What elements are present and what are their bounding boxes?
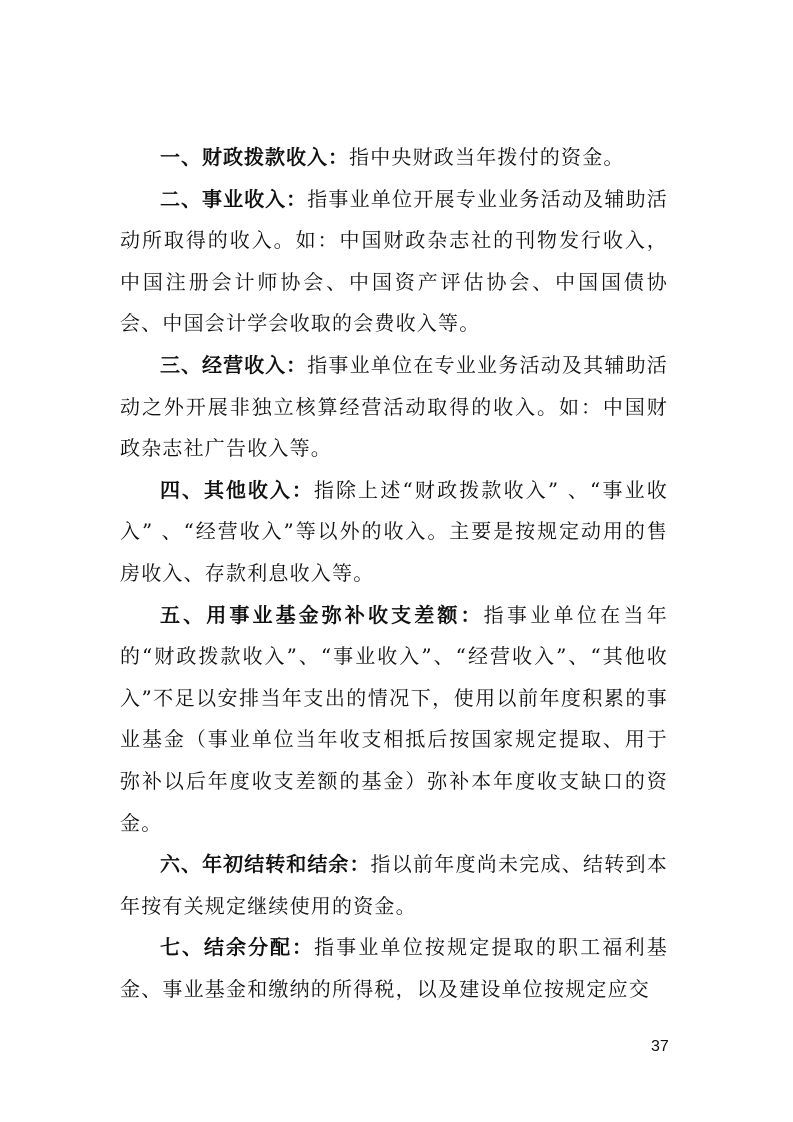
term-definition: 指事业单位在专业业务活动及其辅助活动之外开展非独立核算经营活动取得的收入。如：中国财政杂志社广告收入等。 [120,352,669,461]
term-definition: 指事业单位在当年的“财政拨款收入”、“事业收入”、“经营收入”、“其他收入”不足以安排当年支出的情况下，使用以前年度积累的事业基金（事业单位当年收支相抵后按国家规定提取、用于弥补以后年度收支差额的基金）弥补本年度收支缺口的资金。 [120,602,668,835]
paragraph-carryover-balance [120,844,668,927]
paragraph-other-income [120,470,668,595]
page-number: 37 [651,1038,669,1055]
term-label: 七、结余分配： [160,935,314,960]
paragraph-business-income [120,179,668,345]
paragraph-fiscal-appropriation [120,137,668,179]
term-label: 六、年初结转和结余： [160,852,371,877]
term-label: 三、经营收入： [160,352,308,377]
document-body [120,137,668,1010]
term-definition: 指以前年度尚未完成、结转到本年按有关规定继续使用的资金。 [120,852,669,918]
term-label: 四、其他收入： [160,477,314,502]
paragraph-fund-offset [120,595,668,845]
term-label: 一、财政拨款收入： [160,145,349,169]
term-definition: 指除上述“财政拨款收入” 、“事业收入” 、“经营收入”等以外的收入。主要是按规定动用的售房收入、存款利息收入等。 [120,477,668,585]
term-definition: 指事业单位开展专业业务活动及辅助活动所取得的收入。如：中国财政杂志社的刊物发行收入，中国注册会计师协会、中国资产评估协会、中国国债协会、中国会计学会收取的会费收入等。 [120,186,669,336]
paragraph-surplus-distribution [120,927,668,1010]
term-label: 二、事业收入： [160,186,308,211]
term-definition: 指事业单位按规定提取的职工福利基金、事业基金和缴纳的所得税，以及建设单位按规定应交 [120,935,668,1001]
paragraph-operating-income [120,345,668,470]
term-label: 五、用事业基金弥补收支差额： [160,602,484,627]
term-definition: 指中央财政当年拨付的资金。 [349,145,625,169]
